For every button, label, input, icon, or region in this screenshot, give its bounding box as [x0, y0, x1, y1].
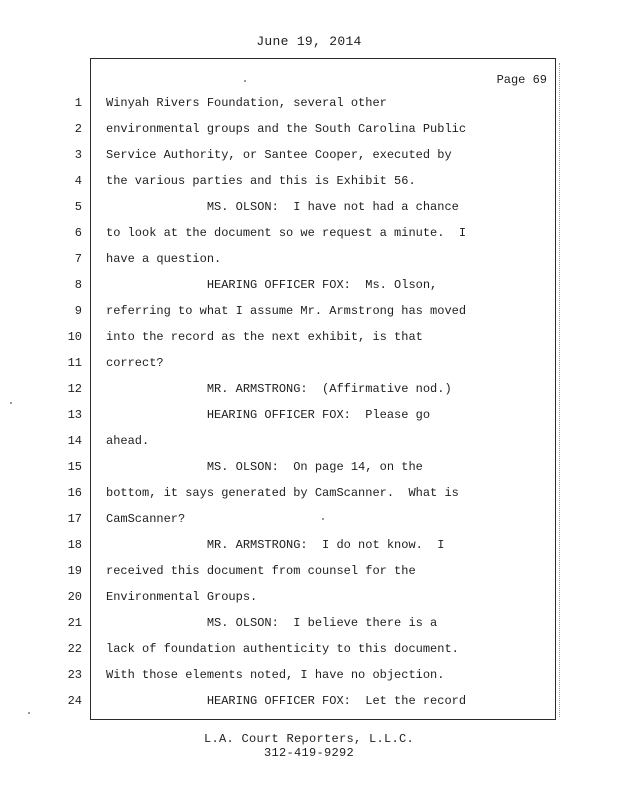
line-number: 5: [74, 200, 82, 214]
scan-speck: [322, 518, 324, 520]
line-text: to look at the document so we request a minute. I: [106, 226, 467, 240]
transcript-line: [0, 90, 618, 116]
transcript-line: [0, 298, 618, 324]
scan-speck: [28, 712, 30, 714]
transcript-line: [0, 428, 618, 454]
transcript-line: [0, 480, 618, 506]
transcript-line: [0, 454, 618, 480]
line-number: 3: [74, 148, 82, 162]
line-text: Winyah Rivers Foundation, several other: [106, 96, 387, 110]
line-number: 11: [67, 356, 82, 370]
transcript-line: [0, 610, 618, 636]
line-number: 1: [74, 96, 82, 110]
transcript-line: [0, 376, 618, 402]
line-text: CamScanner?: [106, 512, 186, 526]
line-number: 8: [74, 278, 82, 292]
scan-speck: [10, 402, 12, 404]
transcript-date: June 19, 2014: [256, 34, 362, 49]
transcript-line: [0, 246, 618, 272]
transcript-line: [0, 532, 618, 558]
line-text: correct?: [106, 356, 164, 370]
line-number: 2: [74, 122, 82, 136]
transcript-line: [0, 272, 618, 298]
line-text: MS. OLSON: I believe there is a: [106, 616, 438, 630]
transcript-line: [0, 350, 618, 376]
line-text: the various parties and this is Exhibit 56.: [106, 174, 416, 188]
line-number: 16: [67, 486, 82, 500]
page-footer: [0, 732, 618, 760]
line-number: 17: [67, 512, 82, 526]
line-text: MR. ARMSTRONG: (Affirmative nod.): [106, 382, 452, 396]
court-reporter-name: L.A. Court Reporters, L.L.C.: [203, 732, 415, 746]
transcript-line: [0, 584, 618, 610]
transcript-line: [0, 402, 618, 428]
line-text: referring to what I assume Mr. Armstrong has moved: [106, 304, 467, 318]
line-text: have a question.: [106, 252, 222, 266]
transcript-line: [0, 636, 618, 662]
line-text: ahead.: [106, 434, 150, 448]
line-number: 22: [67, 642, 82, 656]
line-text: MR. ARMSTRONG: I do not know. I: [106, 538, 445, 552]
line-text: into the record as the next exhibit, is that: [106, 330, 423, 344]
line-text: HEARING OFFICER FOX: Let the record: [106, 694, 467, 708]
line-text: MS. OLSON: I have not had a chance: [106, 200, 459, 214]
page-number: Page 69: [496, 73, 547, 87]
transcript-line: [0, 168, 618, 194]
transcript-line: [0, 558, 618, 584]
line-text: Service Authority, or Santee Cooper, executed by: [106, 148, 452, 162]
line-text: HEARING OFFICER FOX: Please go: [106, 408, 431, 422]
line-text: environmental groups and the South Carolina Public: [106, 122, 467, 136]
line-text: MS. OLSON: On page 14, on the: [106, 460, 423, 474]
transcript-line: [0, 662, 618, 688]
line-text: HEARING OFFICER FOX: Ms. Olson,: [106, 278, 438, 292]
line-number: 6: [74, 226, 82, 240]
transcript-line: [0, 220, 618, 246]
line-text: received this document from counsel for the: [106, 564, 416, 578]
line-number: 20: [67, 590, 82, 604]
line-number: 19: [67, 564, 82, 578]
line-text: lack of foundation authenticity to this document.: [106, 642, 459, 656]
line-number: 10: [67, 330, 82, 344]
line-number: 7: [74, 252, 82, 266]
line-number: 9: [74, 304, 82, 318]
line-number: 14: [67, 434, 82, 448]
transcript-line: [0, 194, 618, 220]
line-number: 12: [67, 382, 82, 396]
court-reporter-phone: 312-419-9292: [263, 746, 354, 760]
transcript-line: [0, 142, 618, 168]
line-number: 24: [67, 694, 82, 708]
line-text: With those elements noted, I have no objection.: [106, 668, 445, 682]
line-number: 15: [67, 460, 82, 474]
line-text: Environmental Groups.: [106, 590, 258, 604]
transcript-line: [0, 688, 618, 714]
scan-speck: [244, 80, 246, 82]
transcript-line: [0, 116, 618, 142]
line-number: 18: [67, 538, 82, 552]
transcript-line: [0, 506, 618, 532]
transcript-line: [0, 324, 618, 350]
line-number: 13: [67, 408, 82, 422]
line-text: bottom, it says generated by CamScanner. What is: [106, 486, 459, 500]
line-number: 21: [67, 616, 82, 630]
line-number: 23: [67, 668, 82, 682]
line-number: 4: [74, 174, 82, 188]
